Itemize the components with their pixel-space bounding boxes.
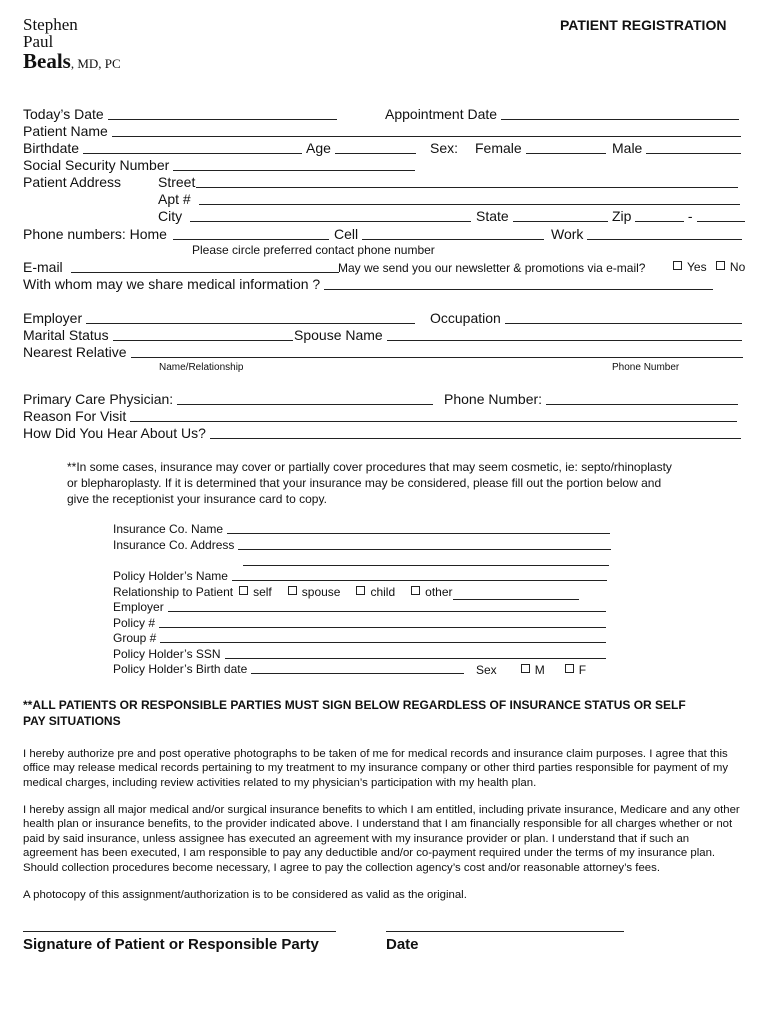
- insurance-co-name-label: Insurance Co. Name: [113, 522, 224, 536]
- m-label: M: [534, 663, 545, 677]
- consent-heading-line1: **ALL PATIENTS OR RESPONSIBLE PARTIES MUST SIGN BELOW REGARDLESS OF INSURANCE STATUS OR SELF: [23, 698, 686, 712]
- hear-about-label: How Did You Hear About Us?: [23, 425, 206, 441]
- state-field[interactable]: [513, 220, 608, 222]
- cell-field[interactable]: [362, 238, 544, 240]
- zip-dash: -: [687, 208, 693, 224]
- group-number-field[interactable]: [160, 641, 606, 643]
- other-field[interactable]: [453, 587, 579, 600]
- self-label: self: [253, 585, 272, 599]
- phone-home-field[interactable]: [173, 238, 329, 240]
- zip-field[interactable]: [635, 220, 683, 222]
- street-label: Street: [158, 174, 196, 190]
- insurance-note-line3: give the receptionist your insurance card to copy.: [67, 492, 327, 506]
- cell-label: Cell: [334, 226, 359, 242]
- insurance-employer-label: Employer: [113, 600, 164, 614]
- spouse-name-field[interactable]: [387, 339, 742, 341]
- name-relationship-caption: Name/Relationship: [159, 362, 244, 373]
- form-title: PATIENT REGISTRATION: [560, 17, 727, 33]
- child-checkbox[interactable]: [356, 586, 365, 595]
- consent-paragraph-2: I hereby assign all major medical and/or surgical insurance benefits to which I am entitled, including private insurance, Medicare and any other health plan or insurance benefits, to the provider indicated above. I understand that I am financially responsible for all charges whether or not paid by said insurance, unless assignee has executed an agreement with my insurance provider or plan. I understand that if such an agreement has been executed, I am responsible to pay any deductible and/or co-payment required under the terms of my insurance plan. Should collection procedures become necessary, I agree to pay the collection agency’s cost and/or reasonable attorney’s fees.: [23, 804, 740, 874]
- child-label: child: [370, 585, 396, 599]
- sex-label: Sex:: [430, 140, 459, 156]
- spouse-name-label: Spouse Name: [294, 327, 383, 343]
- phone-number-label: Phone Number:: [444, 391, 543, 407]
- ssn-field[interactable]: [173, 169, 415, 171]
- female-field[interactable]: [526, 152, 606, 154]
- patient-name-field[interactable]: [112, 135, 741, 137]
- todays-date-field[interactable]: [108, 118, 337, 120]
- work-label: Work: [551, 226, 584, 242]
- patient-address-label: Patient Address: [23, 174, 122, 190]
- male-field[interactable]: [646, 152, 741, 154]
- email-label: E-mail: [23, 259, 63, 275]
- doctor-first-name: Stephen: [23, 15, 78, 34]
- phone-number-caption: Phone Number: [612, 362, 680, 373]
- employer-field[interactable]: [86, 322, 415, 324]
- email-field[interactable]: [71, 271, 339, 273]
- no-checkbox[interactable]: [716, 261, 725, 270]
- policy-number-label: Policy #: [113, 616, 156, 630]
- holder-ssn-field[interactable]: [225, 657, 606, 659]
- reason-visit-field[interactable]: [130, 420, 737, 422]
- occupation-field[interactable]: [505, 322, 742, 324]
- appointment-date-label: Appointment Date: [385, 106, 498, 122]
- spouse-checkbox[interactable]: [288, 586, 297, 595]
- marital-status-label: Marital Status: [23, 327, 109, 343]
- consent-paragraph-3: A photocopy of this assignment/authorization is to be considered as valid as the original.: [23, 889, 467, 901]
- insurance-co-address-field[interactable]: [238, 548, 611, 550]
- consent-paragraph-1: I hereby authorize pre and post operative photographs to be taken of me for medical records and insurance claim purposes. I agree that this office may release medical records pertaining to my treatment to my insurance company or other third parties responsible for payment of my medical charges, including review activities related to my physician’s participation with my health plan.: [23, 748, 729, 789]
- occupation-label: Occupation: [430, 310, 501, 326]
- policy-holder-name-field[interactable]: [232, 579, 607, 581]
- apt-field[interactable]: [199, 203, 740, 205]
- yes-label: Yes: [687, 260, 707, 274]
- nearest-relative-field[interactable]: [131, 356, 744, 358]
- phone-number-field[interactable]: [546, 403, 738, 405]
- phone-home-label: Phone numbers: Home: [23, 226, 167, 242]
- hear-about-field[interactable]: [210, 437, 741, 439]
- zip-label: Zip: [612, 208, 632, 224]
- self-checkbox[interactable]: [239, 586, 248, 595]
- insurance-employer-field[interactable]: [168, 610, 606, 612]
- ssn-label: Social Security Number: [23, 157, 170, 173]
- doctor-middle-name: Paul: [23, 32, 54, 51]
- date-label: Date: [386, 936, 419, 953]
- insurance-sex-label: Sex: [476, 663, 497, 677]
- city-label: City: [158, 208, 183, 224]
- relationship-label: Relationship to Patient: [113, 585, 234, 599]
- insurance-note-line2: or blepharoplasty. If it is determined that your insurance may be considered, please fill out the portion below and: [67, 476, 662, 490]
- m-checkbox[interactable]: [521, 664, 530, 673]
- age-label: Age: [306, 140, 331, 156]
- spouse-label: spouse: [301, 585, 341, 599]
- newsletter-question: May we send you our newsletter & promotions via e-mail?: [338, 261, 646, 275]
- holder-birth-field[interactable]: [251, 672, 464, 674]
- holder-birth-label: Policy Holder’s Birth date: [113, 662, 248, 676]
- yes-checkbox[interactable]: [673, 261, 682, 270]
- f-label: F: [578, 663, 587, 677]
- age-field[interactable]: [335, 152, 416, 154]
- no-label: No: [729, 260, 746, 274]
- employer-label: Employer: [23, 310, 83, 326]
- primary-care-field[interactable]: [177, 403, 433, 405]
- nearest-relative-label: Nearest Relative: [23, 344, 127, 360]
- female-label: Female: [475, 140, 522, 156]
- primary-care-label: Primary Care Physician:: [23, 391, 174, 407]
- newsletter-options: [667, 260, 745, 275]
- work-field[interactable]: [587, 238, 742, 240]
- group-number-label: Group #: [113, 631, 157, 645]
- insurance-sex-row: [476, 663, 586, 678]
- relationship-row: [113, 585, 579, 600]
- other-checkbox[interactable]: [411, 586, 420, 595]
- holder-ssn-label: Policy Holder’s SSN: [113, 647, 221, 661]
- marital-status-field[interactable]: [113, 339, 293, 341]
- patient-name-label: Patient Name: [23, 123, 108, 139]
- signature-label: Signature of Patient or Responsible Party: [23, 936, 319, 953]
- zip-ext-field[interactable]: [697, 220, 745, 222]
- date-line[interactable]: [386, 931, 624, 932]
- insurance-co-address-label: Insurance Co. Address: [113, 538, 235, 552]
- doctor-suffix: , MD, PC: [70, 56, 121, 71]
- signature-line[interactable]: [23, 931, 336, 932]
- insurance-note-line1: **In some cases, insurance may cover or partially cover procedures that may seem cosmetic, ie: septo/rhinoplasty: [67, 460, 672, 474]
- consent-heading-line2: PAY SITUATIONS: [23, 714, 121, 728]
- share-info-field[interactable]: [324, 288, 713, 290]
- policy-number-field[interactable]: [159, 626, 606, 628]
- todays-date-label: Today’s Date: [23, 106, 104, 122]
- policy-holder-name-label: Policy Holder’s Name: [113, 569, 228, 583]
- state-label: State: [476, 208, 509, 224]
- appointment-date-field[interactable]: [501, 118, 739, 120]
- f-checkbox[interactable]: [565, 664, 574, 673]
- doctor-last-name: Beals: [23, 49, 71, 73]
- circle-note: Please circle preferred contact phone number: [192, 243, 435, 257]
- street-field[interactable]: [196, 186, 738, 188]
- city-field[interactable]: [190, 220, 471, 222]
- insurance-co-address-line2[interactable]: [243, 565, 609, 566]
- doctor-name-line: [23, 49, 121, 74]
- birthdate-field[interactable]: [83, 152, 302, 154]
- other-label: other: [425, 585, 453, 599]
- insurance-co-name-field[interactable]: [227, 532, 610, 534]
- apt-label: Apt #: [158, 191, 191, 207]
- male-label: Male: [612, 140, 643, 156]
- reason-visit-label: Reason For Visit: [23, 408, 127, 424]
- share-info-label: With whom may we share medical information ?: [23, 276, 321, 292]
- birthdate-label: Birthdate: [23, 140, 80, 156]
